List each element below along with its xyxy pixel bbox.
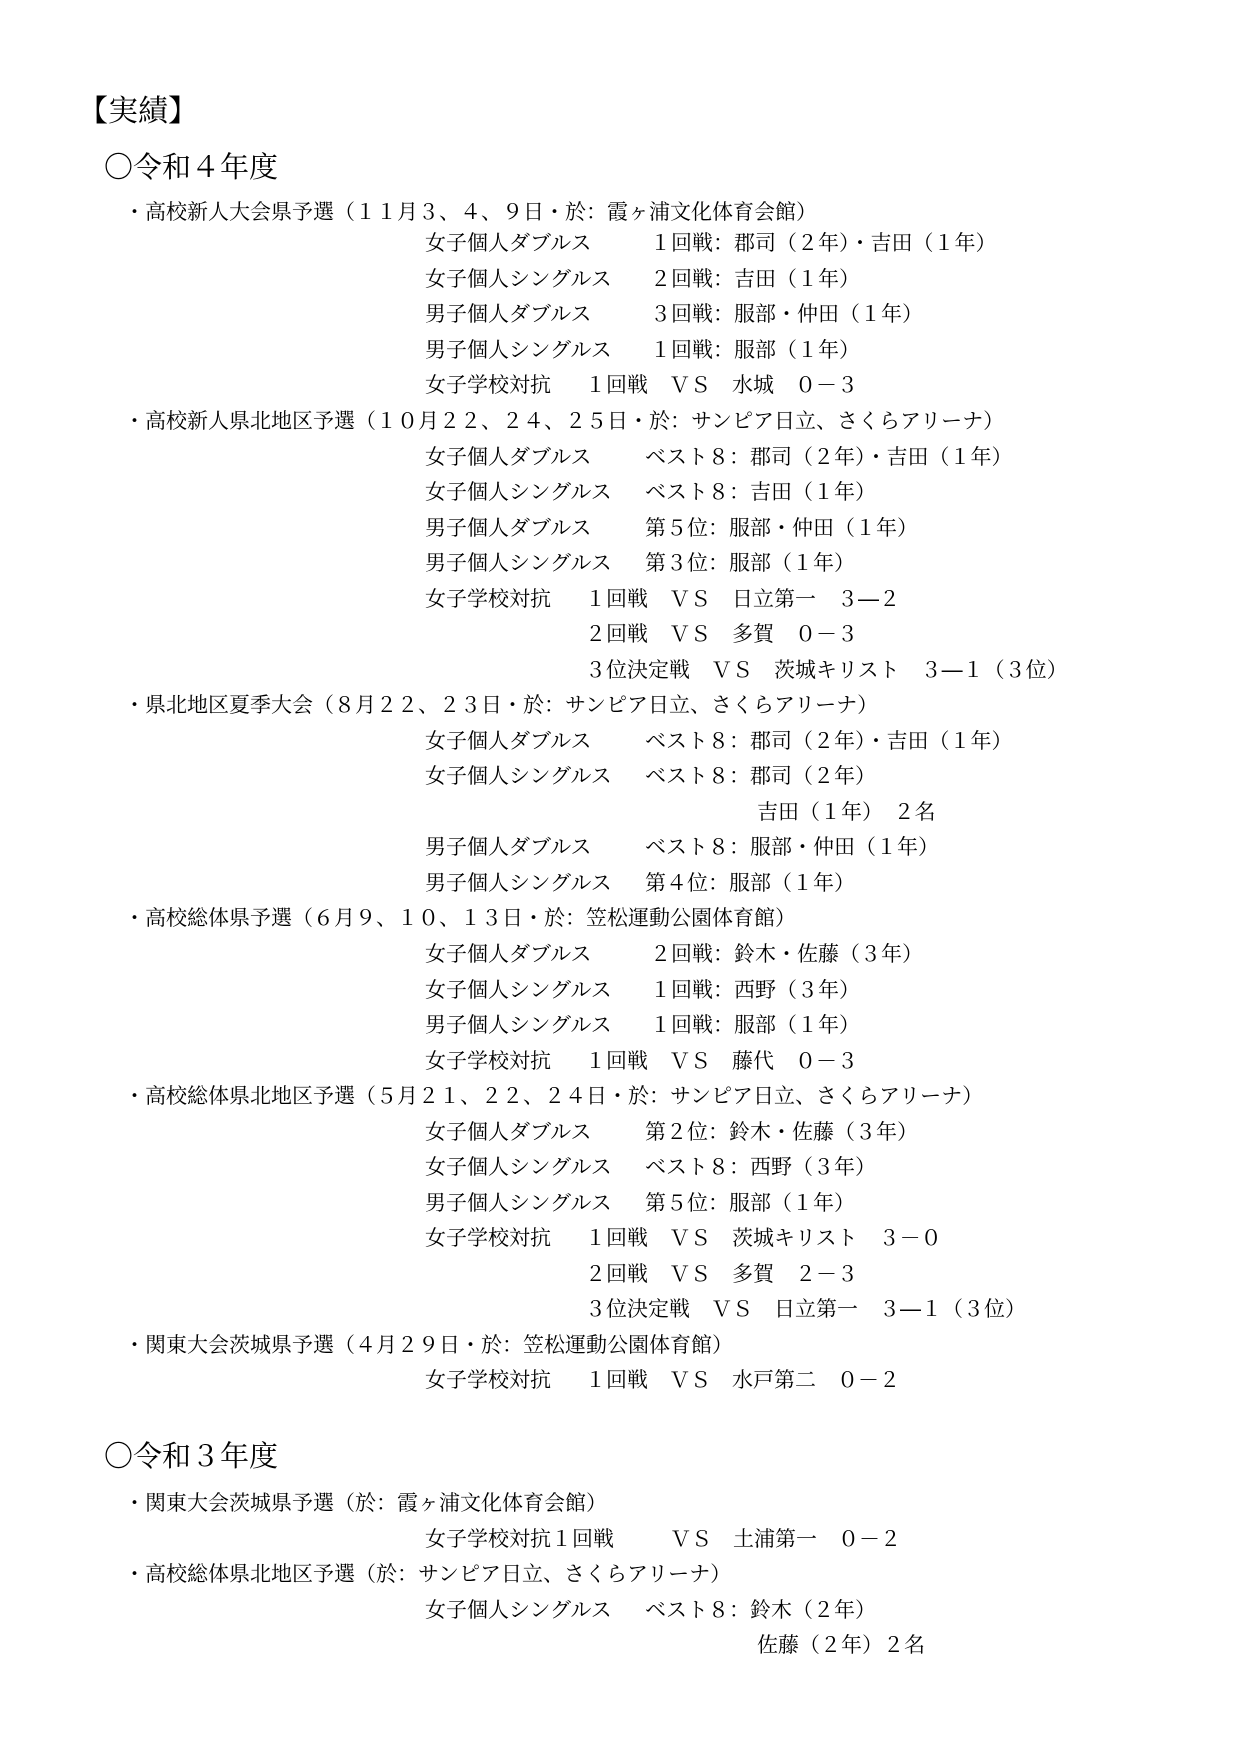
result-category: 男子個人ダブルス [425,302,592,326]
result-category: 女子学校対抗 [425,1226,551,1250]
event-title: ・高校総体県北地区予選（５月２１、２２、２４日・於：サンピア日立、さくらアリーナ） [124,1084,984,1108]
result-category: 女子個人シングルス [425,978,612,1002]
result-detail: 吉田（１年） ２名 [757,800,936,824]
result-category: 男子個人シングルス [425,871,612,895]
result-detail: ２回戦：鈴木・佐藤（３年） [650,942,923,966]
event-title: ・高校新人県北地区予選（１０月２２、２４、２５日・於：サンピア日立、さくらアリーナ） [124,409,1005,433]
section-heading-r3: 〇令和３年度 [104,1439,279,1473]
result-category: 女子個人シングルス [425,764,612,788]
result-category: 女子学校対抗 [425,373,551,397]
result-detail: ベスト８：郡司（２年）・吉田（１年） [645,729,1013,753]
result-detail: 第３位：服部（１年） [645,551,855,575]
result-detail: ３位決定戦 ＶＳ 茨城キリスト ３―１（３位） [585,658,1068,682]
result-detail: ３位決定戦 ＶＳ 日立第一 ３―１（３位） [585,1297,1026,1321]
result-category: 女子個人ダブルス [425,729,592,753]
result-detail: ベスト８：吉田（１年） [645,480,876,504]
result-detail: 第５位：服部・仲田（１年） [645,516,918,540]
result-category: 女子個人シングルス [425,1155,612,1179]
result-category: 男子個人ダブルス [425,516,592,540]
result-category: 男子個人ダブルス [425,835,592,859]
result-category: 女子学校対抗１回戦 [425,1527,614,1551]
result-detail: 佐藤（２年）２名 [757,1633,925,1657]
result-detail: １回戦：服部（１年） [650,338,860,362]
result-detail: １回戦 ＶＳ 日立第一 ３―２ [585,587,900,611]
event-title: ・関東大会茨城県予選（４月２９日・於：笠松運動公園体育館） [124,1333,733,1357]
event-title: ・高校新人大会県予選（１１月３、４、９日・於：霞ヶ浦文化体育会館） [124,200,817,224]
result-category: 女子個人ダブルス [425,231,592,255]
result-detail: ２回戦：吉田（１年） [650,267,860,291]
event-title: ・高校総体県北地区予選（於：サンピア日立、さくらアリーナ） [124,1562,732,1586]
result-detail: 第２位：鈴木・佐藤（３年） [645,1120,918,1144]
result-category: 女子個人シングルス [425,480,612,504]
result-detail: １回戦：郡司（２年）・吉田（１年） [650,231,997,255]
result-detail: ベスト８：郡司（２年）・吉田（１年） [645,445,1013,469]
result-detail: ベスト８：西野（３年） [645,1155,876,1179]
result-category: 女子学校対抗 [425,1049,551,1073]
section-heading-r4: 〇令和４年度 [104,150,279,184]
result-detail: 第５位：服部（１年） [645,1191,855,1215]
result-detail: １回戦 ＶＳ 水城 ０－３ [585,373,858,397]
result-detail: ＶＳ 土浦第一 ０－２ [670,1527,901,1551]
result-detail: 第４位：服部（１年） [645,871,855,895]
result-category: 女子個人シングルス [425,1598,612,1622]
result-detail: ベスト８：郡司（２年） [645,764,876,788]
result-detail: １回戦：服部（１年） [650,1013,860,1037]
result-detail: １回戦 ＶＳ 茨城キリスト ３－０ [585,1226,942,1250]
result-category: 男子個人シングルス [425,1191,612,1215]
result-category: 男子個人シングルス [425,338,612,362]
result-category: 男子個人シングルス [425,551,612,575]
result-category: 女子学校対抗 [425,1368,551,1392]
result-category: 女子個人ダブルス [425,942,592,966]
page-title: 【実績】 [78,94,198,129]
result-category: 女子個人シングルス [425,267,612,291]
result-detail: １回戦 ＶＳ 藤代 ０－３ [585,1049,858,1073]
result-detail: ３回戦：服部・仲田（１年） [650,302,923,326]
result-category: 女子個人ダブルス [425,1120,592,1144]
event-title: ・関東大会茨城県予選（於：霞ヶ浦文化体育会館） [124,1491,607,1515]
event-title: ・高校総体県予選（６月９、１０、１３日・於：笠松運動公園体育館） [124,906,796,930]
result-detail: ベスト８：鈴木（２年） [645,1598,876,1622]
result-detail: ２回戦 ＶＳ 多賀 ２－３ [585,1262,858,1286]
result-detail: ２回戦 ＶＳ 多賀 ０－３ [585,622,858,646]
result-detail: ベスト８：服部・仲田（１年） [645,835,939,859]
result-category: 男子個人シングルス [425,1013,612,1037]
result-detail: １回戦：西野（３年） [650,978,860,1002]
result-category: 女子個人ダブルス [425,445,592,469]
result-detail: １回戦 ＶＳ 水戸第二 ０－２ [585,1368,900,1392]
event-title: ・県北地区夏季大会（８月２２、２３日・於：サンピア日立、さくらアリーナ） [124,693,879,717]
result-category: 女子学校対抗 [425,587,551,611]
